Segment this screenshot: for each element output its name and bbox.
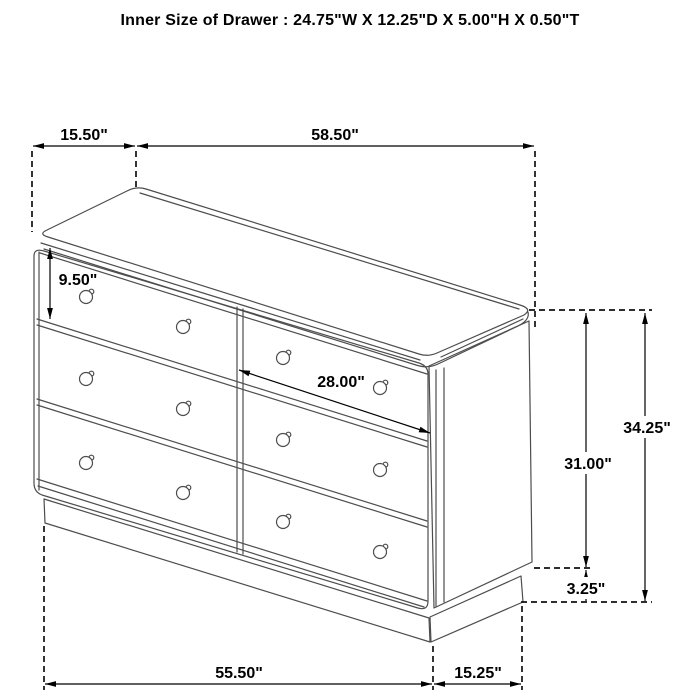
- dimension-top: [33, 127, 534, 146]
- overall-width-label: 58.50": [311, 127, 359, 144]
- top-drawer-height-label: 9.50": [58, 272, 98, 289]
- base-height-label: 3.25": [566, 581, 606, 598]
- base-width-label: 55.50": [215, 665, 263, 682]
- dimension-bottom: [45, 665, 521, 684]
- base-depth-label: 15.25": [454, 665, 502, 682]
- overall-height-label: 34.25": [623, 420, 671, 437]
- dimension-heights: [561, 313, 674, 601]
- cabinet-body-height-label: 31.00": [564, 456, 612, 473]
- diagram-title: Inner Size of Drawer : 24.75"W X 12.25"D X 5.00"H X 0.50"T: [120, 12, 580, 29]
- depth-top-label: 15.50": [60, 127, 108, 144]
- drawer-front-width-label: 28.00": [317, 374, 365, 391]
- dresser-drawing: [34, 188, 532, 642]
